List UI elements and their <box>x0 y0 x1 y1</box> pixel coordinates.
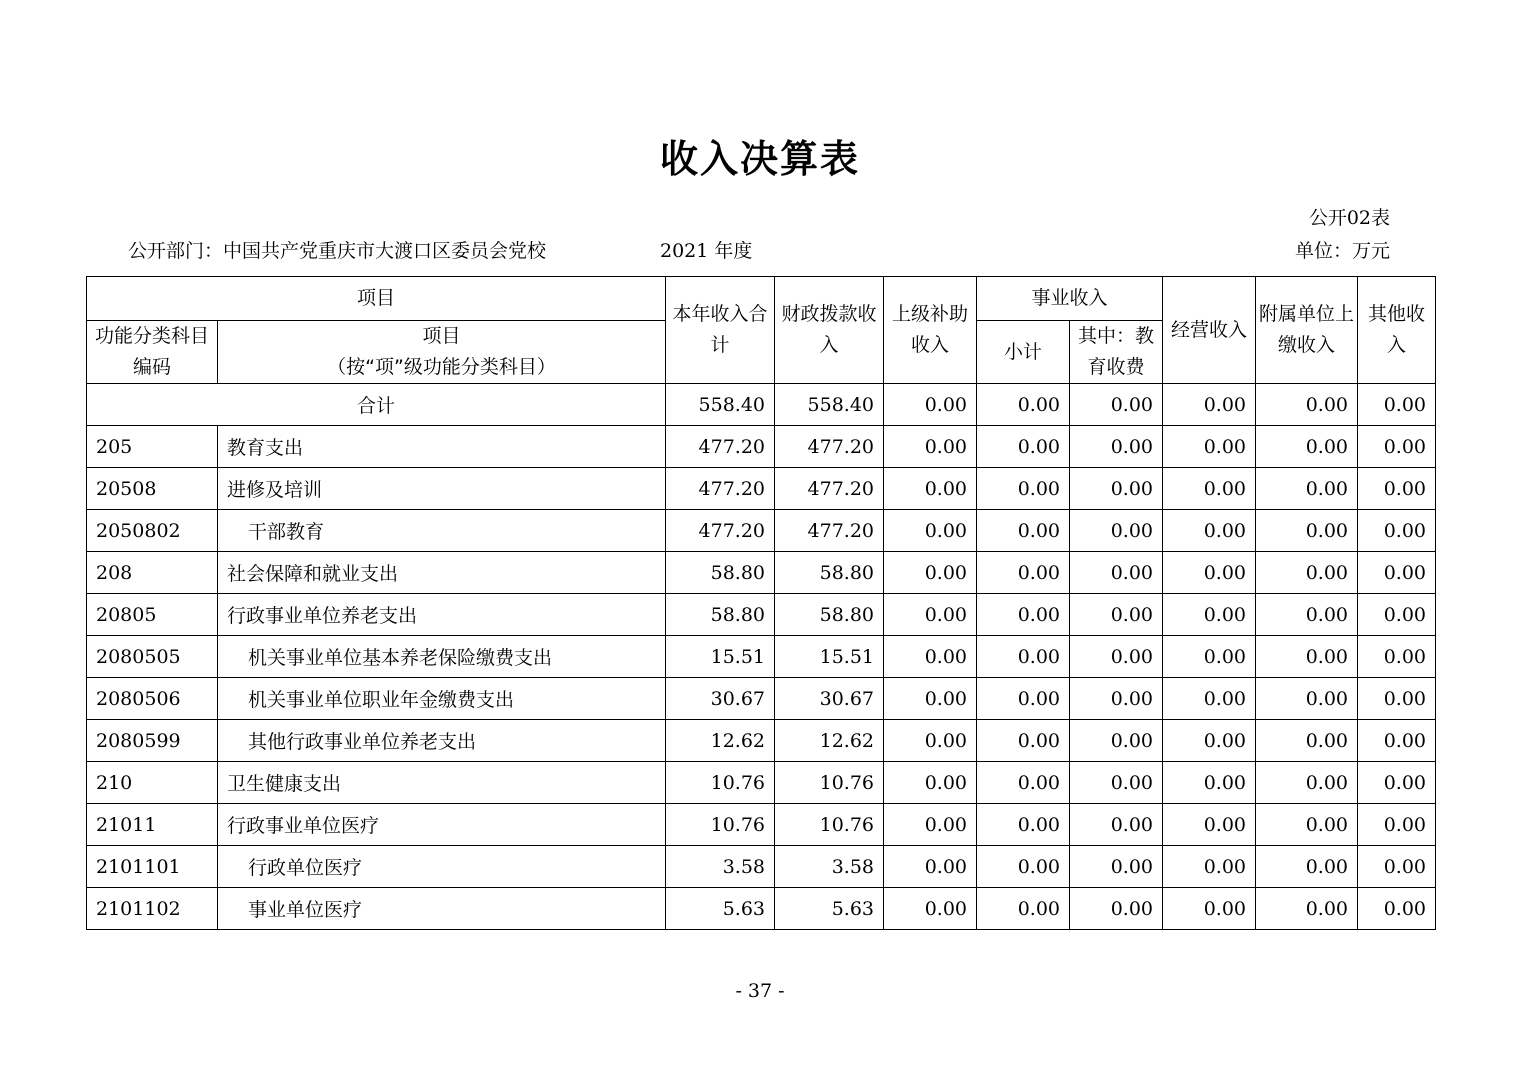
total-value: 0.00 <box>1256 384 1358 426</box>
row-value: 0.00 <box>1070 678 1163 720</box>
row-name: 机关事业单位基本养老保险缴费支出 <box>218 636 666 678</box>
header-other: 其他收入 <box>1358 277 1436 384</box>
row-value: 0.00 <box>1070 804 1163 846</box>
total-label: 合计 <box>87 384 666 426</box>
table-row <box>87 552 1436 594</box>
row-value: 0.00 <box>1163 636 1256 678</box>
row-value: 58.80 <box>666 594 775 636</box>
row-value: 0.00 <box>1358 846 1436 888</box>
row-value: 477.20 <box>775 426 884 468</box>
table-id: 公开02表 <box>1308 207 1390 229</box>
table-row <box>87 426 1436 468</box>
row-value: 0.00 <box>1256 678 1358 720</box>
income-table <box>86 276 1436 930</box>
row-value: 0.00 <box>977 594 1070 636</box>
row-value: 0.00 <box>1256 804 1358 846</box>
row-value: 0.00 <box>1070 888 1163 930</box>
row-value: 5.63 <box>775 888 884 930</box>
row-code: 2101101 <box>87 846 218 888</box>
row-value: 0.00 <box>1256 846 1358 888</box>
table-row <box>87 720 1436 762</box>
row-value: 0.00 <box>1358 804 1436 846</box>
department-label: 公开部门：中国共产党重庆市大渡口区委员会党校 <box>128 240 547 262</box>
row-name: 事业单位医疗 <box>218 888 666 930</box>
row-value: 0.00 <box>977 510 1070 552</box>
header-name <box>218 321 666 384</box>
header-business: 事业收入 <box>977 277 1163 321</box>
row-value: 0.00 <box>1163 720 1256 762</box>
row-code: 2080599 <box>87 720 218 762</box>
row-value: 0.00 <box>1256 468 1358 510</box>
row-value: 0.00 <box>1256 426 1358 468</box>
row-value: 0.00 <box>1070 594 1163 636</box>
row-name: 干部教育 <box>218 510 666 552</box>
row-value: 0.00 <box>884 678 977 720</box>
row-code: 2080505 <box>87 636 218 678</box>
header-subtotal: 小计 <box>977 321 1070 384</box>
row-value: 0.00 <box>884 552 977 594</box>
page-title: 收入决算表 <box>659 137 860 181</box>
row-value: 477.20 <box>666 468 775 510</box>
header-code: 功能分类科目编码 <box>87 321 218 384</box>
row-value: 0.00 <box>1358 594 1436 636</box>
row-value: 0.00 <box>884 846 977 888</box>
row-value: 58.80 <box>775 594 884 636</box>
row-value: 0.00 <box>1070 552 1163 594</box>
row-value: 477.20 <box>775 510 884 552</box>
row-value: 10.76 <box>666 804 775 846</box>
row-value: 0.00 <box>1163 468 1256 510</box>
row-value: 0.00 <box>977 846 1070 888</box>
total-value: 558.40 <box>666 384 775 426</box>
row-value: 0.00 <box>1358 678 1436 720</box>
row-value: 0.00 <box>884 426 977 468</box>
table-row <box>87 594 1436 636</box>
row-value: 0.00 <box>977 888 1070 930</box>
row-value: 477.20 <box>666 426 775 468</box>
row-code: 21011 <box>87 804 218 846</box>
header-name-line1: 项目 <box>422 325 461 347</box>
row-value: 0.00 <box>884 468 977 510</box>
row-value: 0.00 <box>1163 510 1256 552</box>
row-value: 3.58 <box>666 846 775 888</box>
row-name: 卫生健康支出 <box>218 762 666 804</box>
row-value: 12.62 <box>775 720 884 762</box>
row-name: 教育支出 <box>218 426 666 468</box>
row-code: 2080506 <box>87 678 218 720</box>
total-value: 0.00 <box>1070 384 1163 426</box>
row-value: 30.67 <box>775 678 884 720</box>
header-affiliated: 附属单位上缴收入 <box>1256 277 1358 384</box>
row-value: 0.00 <box>1256 594 1358 636</box>
row-value: 0.00 <box>1163 804 1256 846</box>
row-value: 0.00 <box>1070 762 1163 804</box>
row-value: 12.62 <box>666 720 775 762</box>
row-name: 行政单位医疗 <box>218 846 666 888</box>
row-value: 0.00 <box>1358 426 1436 468</box>
row-code: 20805 <box>87 594 218 636</box>
row-value: 0.00 <box>1163 552 1256 594</box>
row-value: 0.00 <box>977 804 1070 846</box>
row-value: 0.00 <box>1163 426 1256 468</box>
row-value: 10.76 <box>775 762 884 804</box>
row-code: 208 <box>87 552 218 594</box>
row-value: 477.20 <box>775 468 884 510</box>
row-value: 0.00 <box>884 762 977 804</box>
row-value: 0.00 <box>884 594 977 636</box>
row-value: 0.00 <box>1358 636 1436 678</box>
row-value: 0.00 <box>1358 552 1436 594</box>
table-row <box>87 846 1436 888</box>
row-value: 0.00 <box>1163 846 1256 888</box>
header-name-line2: （按“项”级功能分类科目） <box>327 356 556 378</box>
row-code: 205 <box>87 426 218 468</box>
row-value: 0.00 <box>1358 468 1436 510</box>
row-value: 0.00 <box>1163 888 1256 930</box>
row-value: 0.00 <box>1256 720 1358 762</box>
row-value: 0.00 <box>977 762 1070 804</box>
total-value: 0.00 <box>1163 384 1256 426</box>
row-value: 0.00 <box>977 468 1070 510</box>
row-value: 0.00 <box>1163 762 1256 804</box>
table-row <box>87 468 1436 510</box>
row-value: 10.76 <box>666 762 775 804</box>
row-name: 行政事业单位养老支出 <box>218 594 666 636</box>
row-value: 0.00 <box>1163 594 1256 636</box>
total-value: 0.00 <box>1358 384 1436 426</box>
row-code: 2101102 <box>87 888 218 930</box>
header-operating: 经营收入 <box>1163 277 1256 384</box>
row-value: 0.00 <box>884 636 977 678</box>
row-value: 0.00 <box>1358 720 1436 762</box>
row-value: 0.00 <box>1358 762 1436 804</box>
table-row <box>87 510 1436 552</box>
row-value: 10.76 <box>775 804 884 846</box>
total-row <box>87 384 1436 426</box>
row-value: 0.00 <box>1070 636 1163 678</box>
row-code: 210 <box>87 762 218 804</box>
row-value: 15.51 <box>775 636 884 678</box>
row-name: 机关事业单位职业年金缴费支出 <box>218 678 666 720</box>
row-value: 0.00 <box>1256 636 1358 678</box>
row-value: 0.00 <box>1256 510 1358 552</box>
row-value: 0.00 <box>1358 510 1436 552</box>
row-value: 3.58 <box>775 846 884 888</box>
header-total-income: 本年收入合计 <box>666 277 775 384</box>
table-row <box>87 678 1436 720</box>
row-value: 0.00 <box>977 720 1070 762</box>
row-value: 0.00 <box>1358 888 1436 930</box>
header-item: 项目 <box>87 277 666 321</box>
row-value: 0.00 <box>1070 468 1163 510</box>
row-value: 0.00 <box>977 426 1070 468</box>
row-value: 0.00 <box>884 720 977 762</box>
table-row <box>87 888 1436 930</box>
row-value: 0.00 <box>977 552 1070 594</box>
row-name: 社会保障和就业支出 <box>218 552 666 594</box>
row-value: 0.00 <box>1256 552 1358 594</box>
row-value: 0.00 <box>1256 888 1358 930</box>
row-value: 0.00 <box>884 510 977 552</box>
row-value: 30.67 <box>666 678 775 720</box>
unit-label: 单位：万元 <box>1294 240 1390 262</box>
row-value: 15.51 <box>666 636 775 678</box>
row-value: 58.80 <box>666 552 775 594</box>
page-number: - 37 - <box>735 980 785 1002</box>
year-label: 2021 年度 <box>660 240 753 262</box>
row-name: 行政事业单位医疗 <box>218 804 666 846</box>
row-value: 0.00 <box>1070 426 1163 468</box>
row-code: 20508 <box>87 468 218 510</box>
row-value: 0.00 <box>977 678 1070 720</box>
row-name: 进修及培训 <box>218 468 666 510</box>
table-row <box>87 762 1436 804</box>
row-code: 2050802 <box>87 510 218 552</box>
row-name: 其他行政事业单位养老支出 <box>218 720 666 762</box>
row-value: 477.20 <box>666 510 775 552</box>
table-row <box>87 804 1436 846</box>
header-fiscal: 财政拨款收入 <box>775 277 884 384</box>
row-value: 0.00 <box>884 804 977 846</box>
row-value: 0.00 <box>884 888 977 930</box>
total-value: 0.00 <box>884 384 977 426</box>
row-value: 0.00 <box>1070 720 1163 762</box>
row-value: 0.00 <box>977 636 1070 678</box>
row-value: 0.00 <box>1256 762 1358 804</box>
header-edu-fee: 其中：教育收费 <box>1070 321 1163 384</box>
total-value: 558.40 <box>775 384 884 426</box>
row-value: 5.63 <box>666 888 775 930</box>
row-value: 0.00 <box>1070 510 1163 552</box>
row-value: 0.00 <box>1070 846 1163 888</box>
table-row <box>87 636 1436 678</box>
row-value: 58.80 <box>775 552 884 594</box>
total-value: 0.00 <box>977 384 1070 426</box>
header-superior: 上级补助收入 <box>884 277 977 384</box>
row-value: 0.00 <box>1163 678 1256 720</box>
